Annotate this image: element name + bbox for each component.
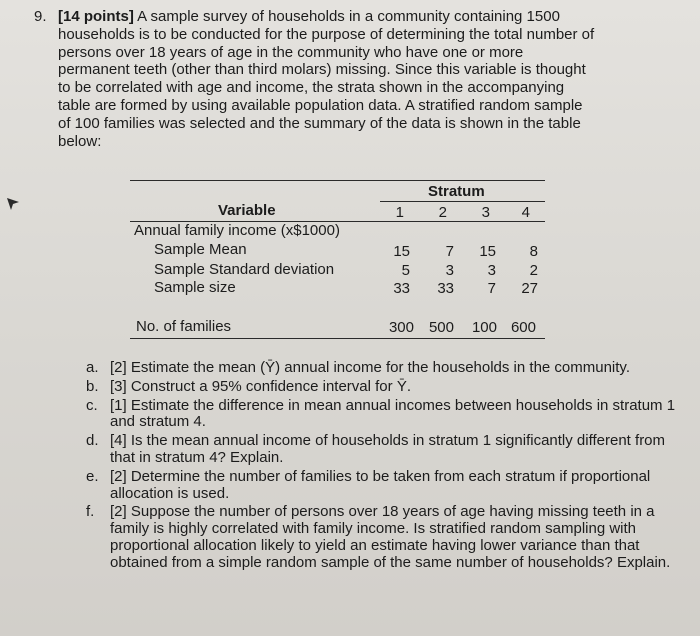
table-cell: 3 <box>487 262 496 279</box>
part-text: [3] Construct a 95% confidence interval for Ȳ. <box>110 377 411 395</box>
table-cell: 7 <box>445 243 454 260</box>
table-cell: 15 <box>393 243 410 260</box>
stratum-4-header: 4 <box>521 204 530 221</box>
families-label: No. of families <box>136 318 232 335</box>
table-cell: 8 <box>529 243 538 260</box>
stratum-3-header: 3 <box>481 204 490 221</box>
table-cell: 7 <box>487 280 496 297</box>
part-text: [2] Suppose the number of persons over 18 years of age having missing teeth in a family is highly correlated with family income. Is stratified random sampling with proportional allocation likely to yield an estimate having lower variance than that obtained from a simple random sample of the same number of households? Explain. <box>110 503 671 571</box>
intro-line: permanent teeth (other than third molars) missing. Since this variable is thought <box>58 61 586 79</box>
table-cell: 3 <box>445 262 454 279</box>
intro-line: of 100 families was selected and the summary of the data is shown in the table <box>58 114 581 132</box>
table-cell: 33 <box>437 280 454 297</box>
question-part-a <box>86 360 676 377</box>
intro-line: to be correlated with age and income, the strata shown in the accompanying <box>58 79 565 97</box>
row-label-sample-sd: Sample Standard deviation <box>154 261 335 278</box>
mouse-pointer-icon <box>6 197 20 211</box>
question-parts <box>86 360 676 572</box>
part-text: [1] Estimate the difference in mean annual incomes between households in stratum 1 and stratum 4. <box>110 396 676 431</box>
table-cell: 5 <box>401 262 410 279</box>
stratum-2-header: 2 <box>438 204 447 221</box>
stratum-rule <box>380 201 545 202</box>
part-letter: f. <box>86 503 95 521</box>
table-cell: 300 <box>388 319 414 336</box>
stratum-1-header: 1 <box>395 204 404 221</box>
intro-line: households is to be conducted for the purpose of determining the total number of <box>58 25 595 43</box>
table-top-rule <box>130 180 545 181</box>
question-intro <box>58 8 670 150</box>
intro-line: table are formed by using available population data. A stratified random sample <box>58 96 583 114</box>
table-cell: 27 <box>521 280 538 297</box>
intro-line: below: <box>58 132 102 150</box>
part-letter: c. <box>86 396 98 414</box>
part-letter: a. <box>86 359 99 376</box>
stratum-header: Stratum <box>428 183 485 200</box>
question-part-d <box>86 433 676 467</box>
table-bottom-rule <box>130 338 545 339</box>
table-cell: 2 <box>529 262 538 279</box>
table-cell: 33 <box>393 280 410 297</box>
part-letter: b. <box>86 377 99 395</box>
intro-line: [14 points] A sample survey of households in a community containing 1500 <box>58 8 560 25</box>
question-part-c <box>86 398 676 432</box>
variable-header: Variable <box>218 202 276 219</box>
question-part-f <box>86 504 676 571</box>
question-number: 9. <box>34 8 47 25</box>
question-part-b <box>86 379 676 396</box>
part-text: [2] Determine the number of families to be taken from each stratum if proportional allocation is used. <box>110 467 651 502</box>
row-label-sample-mean: Sample Mean <box>154 241 247 258</box>
row-label-sample-size: Sample size <box>154 279 236 296</box>
section-label: Annual family income (x$1000) <box>134 222 340 239</box>
question-part-e <box>86 469 676 503</box>
part-text: [2] Estimate the mean (Ȳ) annual income for the households in the community. <box>110 359 630 376</box>
part-text: [4] Is the mean annual income of households in stratum 1 significantly different from that in stratum 4? Explain. <box>110 432 666 466</box>
intro-line: persons over 18 years of age in the community who have one or more <box>58 43 524 61</box>
table-cell: 500 <box>428 319 454 336</box>
table-cell: 100 <box>471 319 497 336</box>
points-label: [14 points] <box>58 8 134 25</box>
table-cell: 600 <box>510 319 536 336</box>
part-letter: e. <box>86 467 99 485</box>
part-letter: d. <box>86 432 99 450</box>
table-cell: 15 <box>479 243 496 260</box>
